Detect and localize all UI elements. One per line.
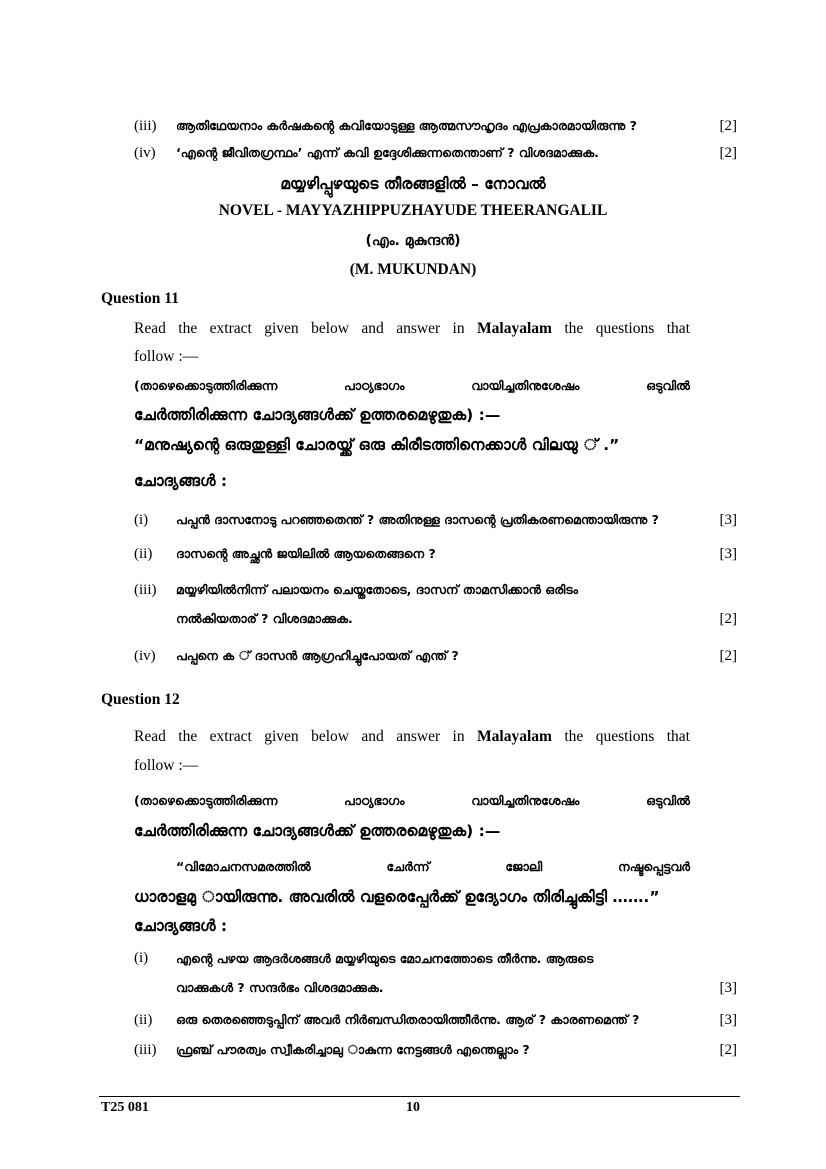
word: നഷ്ടപ്പെട്ടവർ (618, 859, 690, 874)
word: and (361, 728, 384, 745)
q11-iv-marks: [2] (719, 648, 737, 664)
q11-i-text: പപ്പൻ ദാസനോടു പറഞ്ഞതെന്ത് ? അതിനുള്ള ദാസന്റെ പ്രതികരണമെന്തായിരുന്നു ? (176, 512, 659, 527)
word: (താഴെക്കൊടുത്തിരിക്കുന്ന (134, 378, 278, 393)
prev-q3-marks: [2] (719, 118, 737, 134)
q12-iii-number: (iii) (134, 1042, 157, 1058)
word: in (452, 728, 465, 745)
word: extract (209, 320, 252, 337)
word: (താഴെക്കൊടുത്തിരിക്കുന്ന (134, 793, 278, 808)
q12-i-number: (i) (134, 950, 149, 966)
word: Read (134, 320, 166, 337)
word: that (666, 728, 690, 745)
word: answer (396, 320, 441, 337)
q11-iii-text-line1: മയ്യഴിയിൽനിന്ന് പലായനം ചെയ്തതോടെ, ദാസന് താമസിക്കാൻ ഒരിടം (176, 582, 578, 597)
word: given (264, 728, 299, 745)
section-author-en: (M. MUKUNDAN) (349, 261, 477, 278)
q12-i-marks: [3] (719, 980, 737, 996)
q12-ml-instruction (134, 793, 690, 809)
q11-questions-label: ചോദ്യങ്ങൾ : (134, 472, 228, 490)
q11-ii-number: (ii) (134, 546, 153, 562)
question-11-heading: Question 11 (101, 290, 179, 307)
word: questions (595, 320, 655, 337)
footer-divider (99, 1096, 740, 1097)
word: Read (134, 728, 166, 745)
q12-iii-text: ഫ്രഞ്ച് പൗരത്വം സ്വീകരിച്ചാലു ാകുന്ന നേട്ടങ്ങൾ എന്തെല്ലാം ? (176, 1042, 530, 1057)
word: പാഠ്യഭാഗം (344, 378, 405, 393)
word: Malayalam (477, 728, 552, 745)
q11-iii-text-line2: നൽകിയതാര് ? വിശദമാക്കുക. (176, 611, 353, 626)
section-title-en: NOVEL - MAYYAZHIPPUZHAYUDE THEERANGALIL (218, 202, 608, 219)
q12-ii-marks: [3] (719, 1012, 737, 1028)
prev-q3-text: ആതിഥേയനാം കർഷകന്റെ കവിയോടുള്ള ആത്മസൗഹൃദം എപ്രകാരമായിരുന്നു ? (176, 118, 637, 133)
word: questions (595, 728, 655, 745)
q12-instruction (134, 728, 690, 746)
section-title-ml: മയ്യഴിപ്പുഴയുടെ തീരങ്ങളിൽ – നോവൽ (280, 175, 546, 193)
q12-ml-instruction-cont: ചേർത്തിരിക്കുന്ന ചോദ്യങ്ങൾക്ക് ഉത്തരമെഴുതുക) :— (134, 822, 501, 840)
word: “വിമോചനസമരത്തിൽ (176, 859, 311, 874)
q11-instruction-cont: follow :— (134, 348, 199, 365)
word: extract (209, 728, 252, 745)
word: ചേർന്ന് (386, 859, 430, 874)
q12-questions-label: ചോദ്യങ്ങൾ : (134, 917, 228, 935)
footer-code: T25 081 (101, 1100, 149, 1115)
word: the (178, 320, 198, 337)
word: the (178, 728, 198, 745)
q11-ml-instruction (134, 378, 690, 394)
prev-q3-number: (iii) (134, 118, 157, 134)
q11-iii-marks: [2] (719, 611, 737, 627)
section-author-ml: (എം. മുകുന്ദൻ) (365, 233, 461, 249)
q11-ml-instruction-cont: ചേർത്തിരിക്കുന്ന ചോദ്യങ്ങൾക്ക് ഉത്തരമെഴുതുക) :— (134, 406, 501, 424)
word: that (666, 320, 690, 337)
word: answer (396, 728, 441, 745)
q11-i-marks: [3] (719, 512, 737, 528)
word: ജോലി (505, 859, 543, 874)
q12-ii-text: ഒരു തെരഞ്ഞെടുപ്പിന് അവർ നിർബന്ധിതരായിത്തീർന്നു. ആര് ? കാരണമെന്ത് ? (176, 1012, 640, 1027)
q12-extract-cont: ധാരാളമു ായിരുന്നു. അവരിൽ വളരെപ്പേർക്ക് ഉദ്യോഗം തിരിച്ചുകിട്ടി …….” (134, 888, 660, 906)
word: the (564, 320, 584, 337)
word: in (452, 320, 465, 337)
word: given (264, 320, 299, 337)
q11-iv-text: പപ്പനെ ക ് ദാസൻ ആഗ്രഹിച്ചുപോയത് എന്ത് ? (176, 648, 459, 663)
q12-instruction-cont: follow :— (134, 757, 199, 774)
q12-iii-marks: [2] (719, 1042, 737, 1058)
q11-ii-marks: [3] (719, 546, 737, 562)
word: വായിച്ചതിനുശേഷം (471, 793, 580, 808)
q11-i-number: (i) (134, 512, 149, 528)
prev-q4-text: ‘എന്റെ ജീവിതഗ്രന്ഥം’ എന്ന് കവി ഉദ്ദേശിക്കുന്നതെന്താണ് ? വിശദമാക്കുക. (176, 145, 599, 160)
word: the (564, 728, 584, 745)
word: and (361, 320, 384, 337)
q11-extract: “മനുഷ്യന്റെ ഒരുതുള്ളി ചോരയ്ക്ക് ഒരു കിരീടത്തിനെക്കാൾ വിലയു ് .” (134, 436, 620, 454)
q11-iv-number: (iv) (134, 648, 156, 664)
q11-instruction (134, 320, 690, 338)
word: below (311, 728, 349, 745)
q12-ii-number: (ii) (134, 1012, 153, 1028)
word: വായിച്ചതിനുശേഷം (471, 378, 580, 393)
prev-q4-number: (iv) (134, 145, 156, 161)
q12-i-text-line1: എന്റെ പഴയ ആദർശങ്ങൾ മയ്യഴിയുടെ മോചനത്തോടെ തീർന്നു. ആരുടെ (176, 951, 594, 966)
q11-ii-text: ദാസന്റെ അച്ഛൻ ജയിലിൽ ആയതെങ്ങനെ ? (176, 546, 436, 561)
prev-q4-marks: [2] (719, 145, 737, 161)
question-12-heading: Question 12 (101, 691, 180, 708)
word: Malayalam (477, 320, 552, 337)
q12-i-text-line2: വാക്കുകൾ ? സന്ദർഭം വിശദമാക്കുക. (176, 980, 384, 995)
q12-extract (176, 859, 690, 875)
word: ഒടുവിൽ (646, 793, 690, 808)
word: പാഠ്യഭാഗം (344, 793, 405, 808)
word: ഒടുവിൽ (646, 378, 690, 393)
q11-iii-number: (iii) (134, 582, 157, 598)
word: below (311, 320, 349, 337)
page-number: 10 (406, 1100, 420, 1115)
